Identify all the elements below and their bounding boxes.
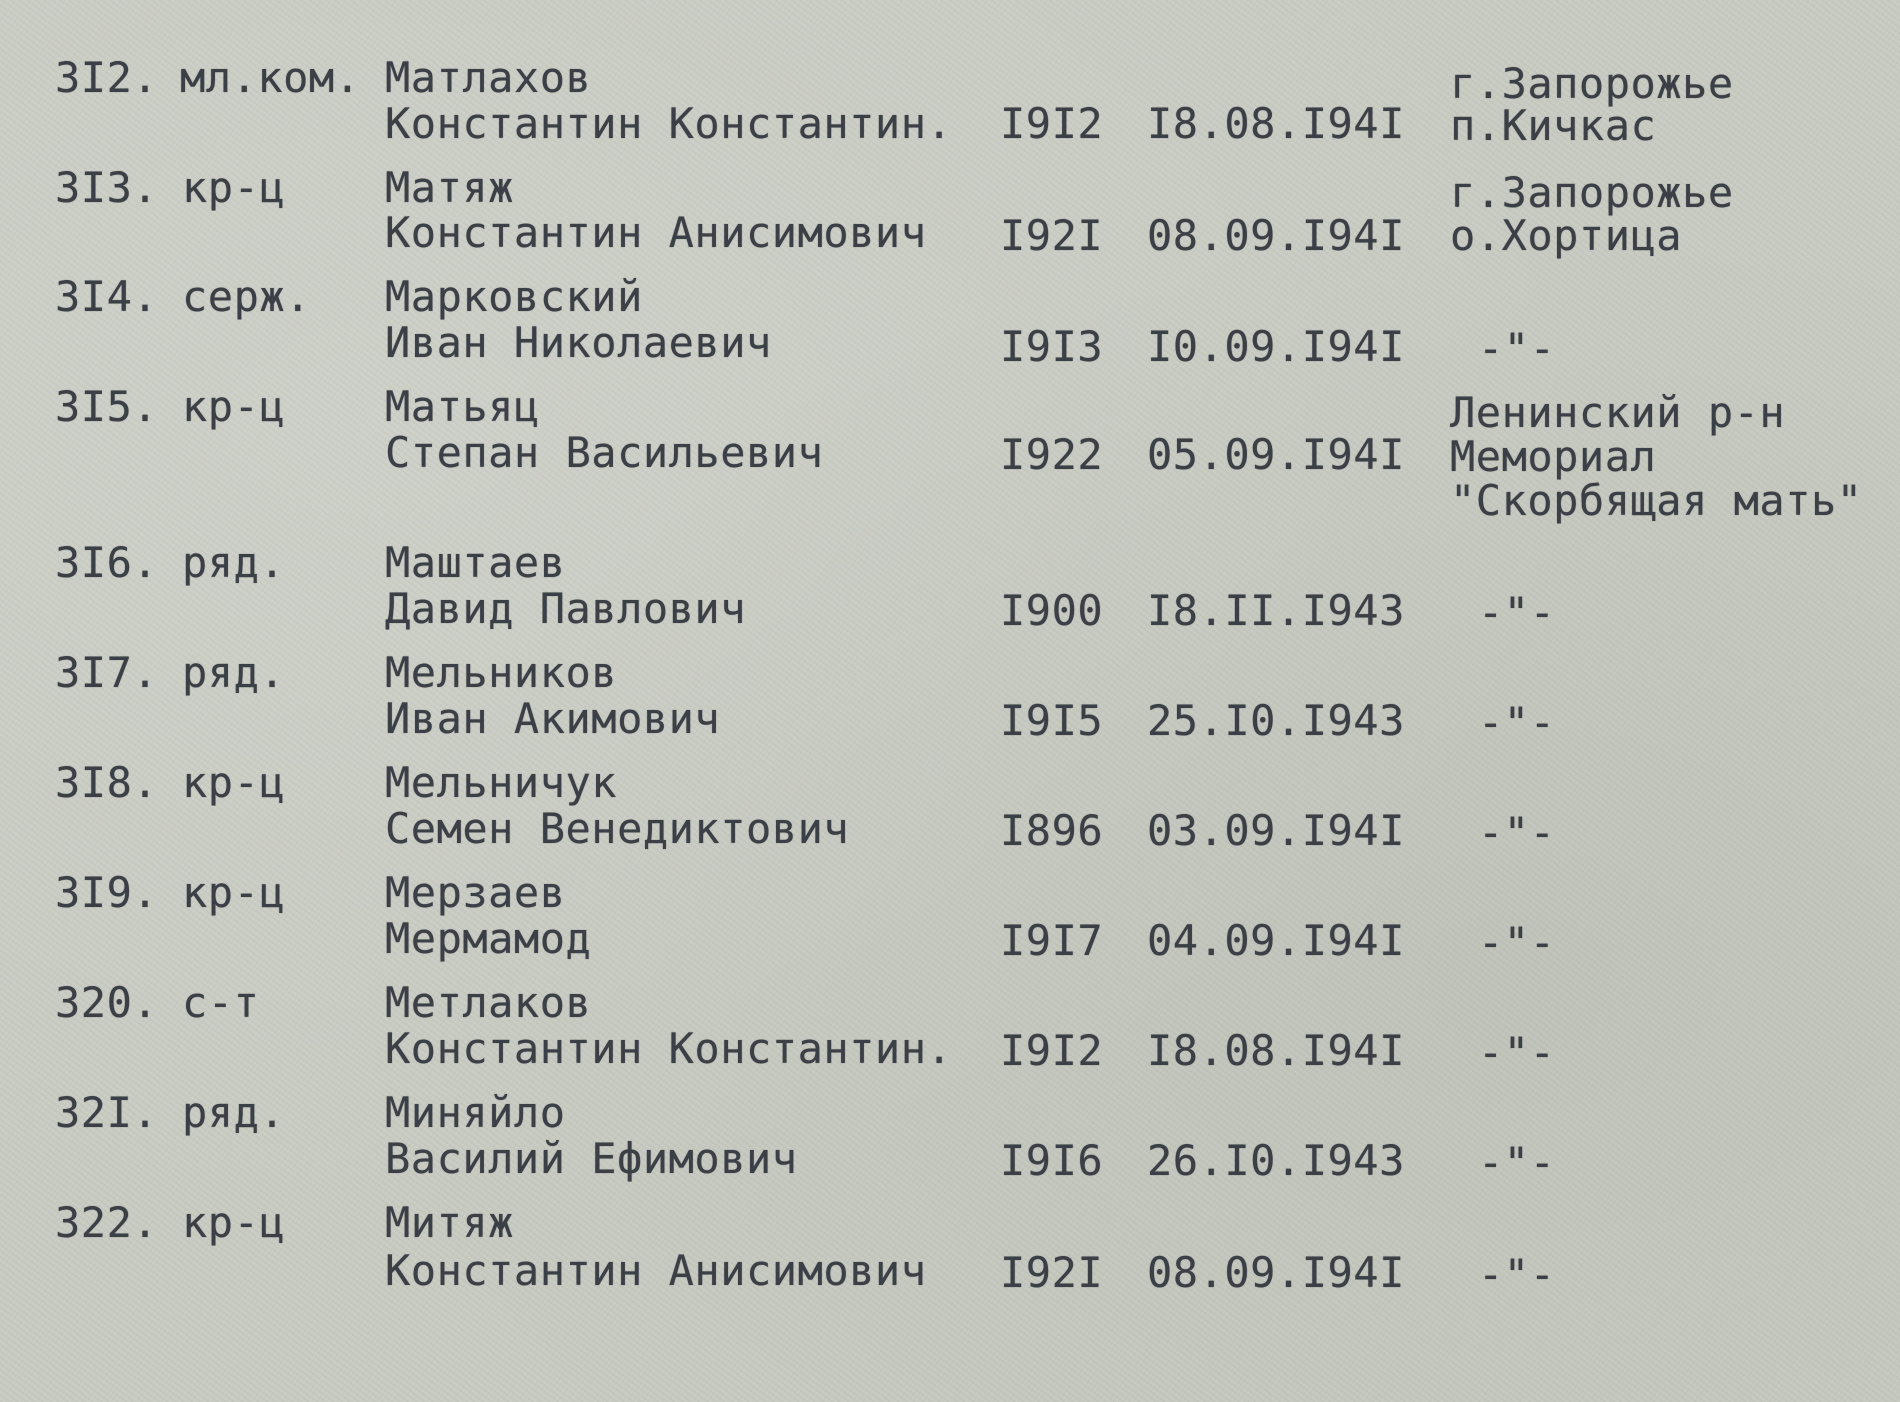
entry-burial-place: г.Запорожье xyxy=(1450,168,1734,217)
entry-birth-year: I9I3 xyxy=(1000,322,1104,371)
entry-death-date: 03.09.I94I xyxy=(1147,806,1405,855)
entry-surname: Метлаков xyxy=(385,978,592,1027)
entry-given-names: Константин Константин. xyxy=(385,1024,953,1073)
entry-burial-place: п.Кичкас xyxy=(1450,101,1657,150)
entry-burial-place-ditto: -"- xyxy=(1478,808,1556,857)
entry-burial-place: Мемориал xyxy=(1450,432,1657,481)
entry-death-date: 05.09.I94I xyxy=(1147,430,1405,479)
entry-number: 3I2. xyxy=(55,53,159,102)
entry-birth-year: I900 xyxy=(1000,586,1104,635)
entry-rank: кр-ц xyxy=(182,382,286,431)
entry-number: 3I5. xyxy=(55,382,159,431)
entry-death-date: 08.09.I94I xyxy=(1147,1248,1405,1297)
entry-surname: Мельничук xyxy=(385,758,618,807)
entry-rank: ряд. xyxy=(182,648,286,697)
entry-death-date: 04.09.I94I xyxy=(1147,916,1405,965)
entry-surname: Маштаев xyxy=(385,538,566,587)
entry-burial-place-ditto: -"- xyxy=(1478,1138,1556,1187)
entry-number: 3I9. xyxy=(55,868,159,917)
entry-surname: Матлахов xyxy=(385,53,592,102)
entry-rank: кр-ц xyxy=(182,1198,286,1247)
entry-surname: Миняйло xyxy=(385,1088,566,1137)
entry-given-names: Константин Анисимович xyxy=(385,208,927,257)
entry-given-names: Константин Константин. xyxy=(385,99,953,148)
entry-given-names: Семен Венедиктович xyxy=(385,804,850,853)
entry-number: 3I8. xyxy=(55,758,159,807)
entry-burial-place-ditto: -"- xyxy=(1478,1250,1556,1299)
entry-death-date: I8.08.I94I xyxy=(1147,1026,1405,1075)
entry-rank: ряд. xyxy=(182,538,286,587)
entry-rank: кр-ц xyxy=(182,163,286,212)
entry-given-names: Степан Васильевич xyxy=(385,428,824,477)
entry-birth-year: I92I xyxy=(1000,211,1104,260)
entry-death-date: I0.09.I94I xyxy=(1147,322,1405,371)
entry-surname: Марковский xyxy=(385,272,643,321)
entry-death-date: 26.I0.I943 xyxy=(1147,1136,1405,1185)
entry-birth-year: I92I xyxy=(1000,1248,1104,1297)
entry-rank: кр-ц xyxy=(182,758,286,807)
entry-surname: Матяж xyxy=(385,163,514,212)
entry-death-date: I8.II.I943 xyxy=(1147,586,1405,635)
entry-birth-year: I9I5 xyxy=(1000,696,1104,745)
entry-given-names: Василий Ефимович xyxy=(385,1134,798,1183)
entry-death-date: 25.I0.I943 xyxy=(1147,696,1405,745)
entry-birth-year: I922 xyxy=(1000,430,1104,479)
entry-burial-place-ditto: -"- xyxy=(1478,918,1556,967)
entry-burial-place-ditto: -"- xyxy=(1478,698,1556,747)
entry-surname: Мельников xyxy=(385,648,618,697)
entry-burial-place: Ленинский р-н xyxy=(1450,388,1786,437)
entry-rank: ряд. xyxy=(182,1088,286,1137)
entry-burial-place: о.Хортица xyxy=(1450,211,1683,260)
entry-surname: Матьяц xyxy=(385,382,540,431)
entry-death-date: 08.09.I94I xyxy=(1147,211,1405,260)
entry-burial-place-ditto: -"- xyxy=(1478,588,1556,637)
entry-rank: с-т xyxy=(182,978,260,1027)
entry-number: 322. xyxy=(55,1198,159,1247)
entry-given-names: Иван Николаевич xyxy=(385,318,772,367)
entry-number: 320. xyxy=(55,978,159,1027)
entry-number: 32I. xyxy=(55,1088,159,1137)
entry-surname: Мерзаев xyxy=(385,868,566,917)
entry-birth-year: I9I2 xyxy=(1000,1026,1104,1075)
entry-number: 3I7. xyxy=(55,648,159,697)
entry-birth-year: I896 xyxy=(1000,806,1104,855)
entry-burial-place-ditto: -"- xyxy=(1478,1028,1556,1077)
entry-number: 3I3. xyxy=(55,163,159,212)
entry-rank: кр-ц xyxy=(182,868,286,917)
entry-death-date: I8.08.I94I xyxy=(1147,99,1405,148)
entry-birth-year: I9I6 xyxy=(1000,1136,1104,1185)
entry-surname: Митяж xyxy=(385,1198,514,1247)
entry-burial-place-ditto: -"- xyxy=(1478,324,1556,373)
entry-given-names: Мермамод xyxy=(385,914,592,963)
entry-rank: серж. xyxy=(182,272,311,321)
entry-given-names: Иван Акимович xyxy=(385,694,721,743)
entry-rank: мл.ком. xyxy=(180,53,361,102)
entry-burial-place: "Скорбящая мать" xyxy=(1450,476,1863,525)
entry-number: 3I4. xyxy=(55,272,159,321)
entry-given-names: Давид Павлович xyxy=(385,584,747,633)
entry-birth-year: I9I7 xyxy=(1000,916,1104,965)
entry-given-names: Константин Анисимович xyxy=(385,1246,927,1295)
entry-number: 3I6. xyxy=(55,538,159,587)
entry-birth-year: I9I2 xyxy=(1000,99,1104,148)
entry-burial-place: г.Запорожье xyxy=(1450,59,1734,108)
